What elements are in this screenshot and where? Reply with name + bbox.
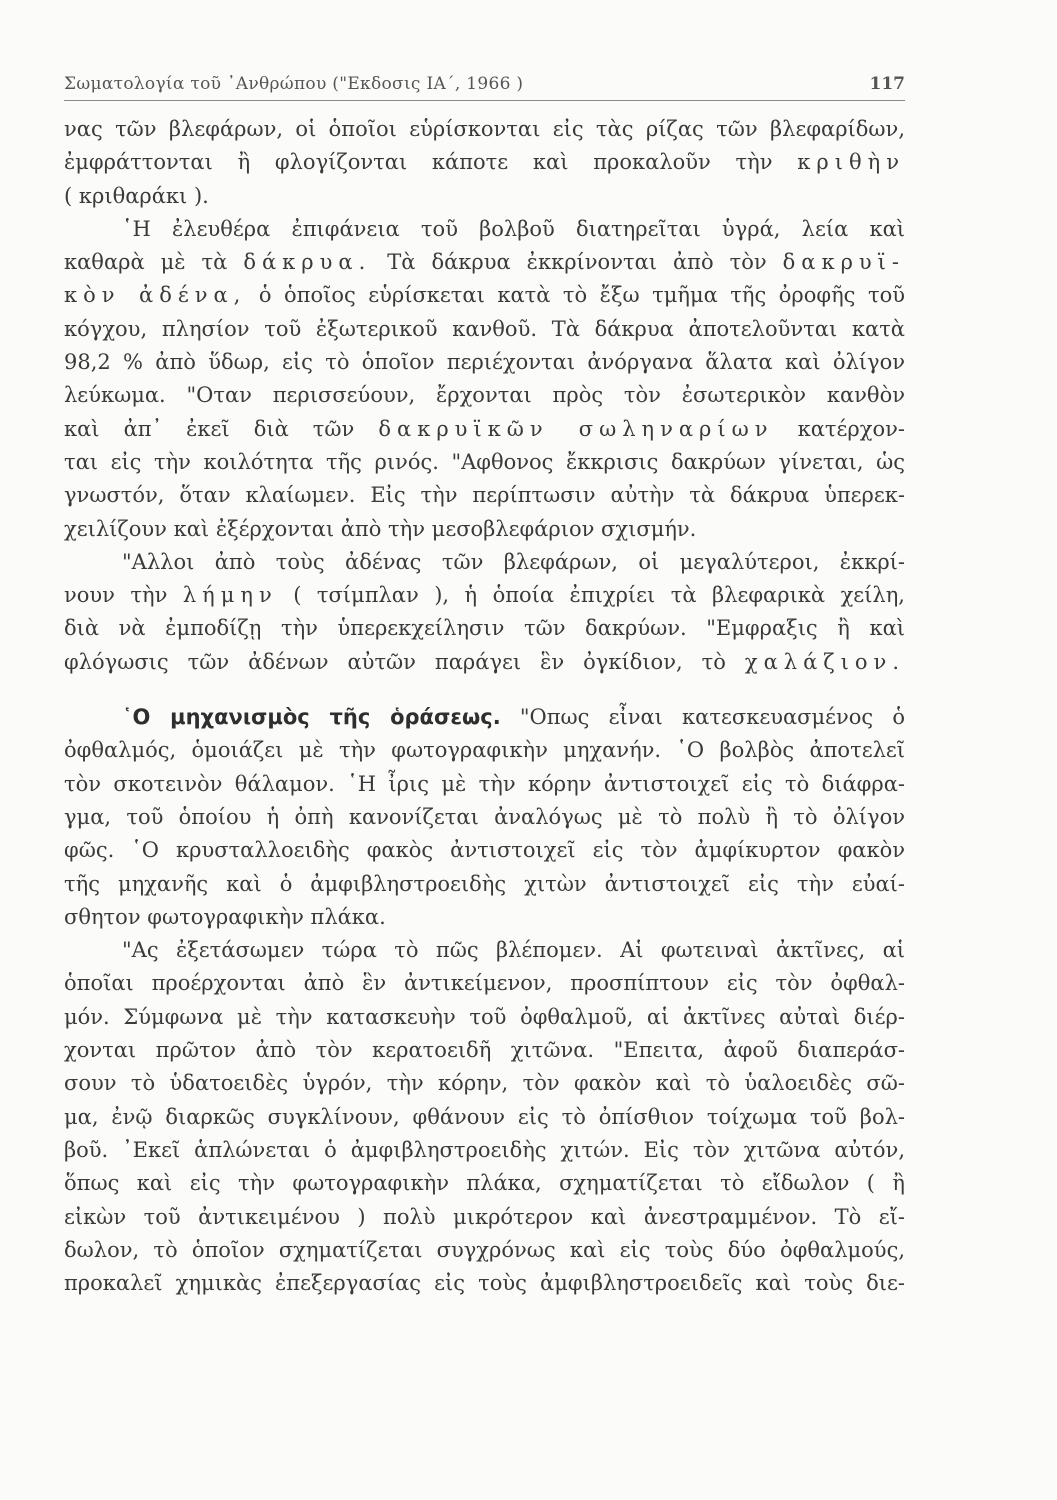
text-line: "Αλλοι ἀπὸ τοὺς ἀδένας τῶν βλεφάρων, οἱ μεγαλύτεροι, ἐκκρί-	[122, 549, 905, 574]
page-header	[64, 72, 905, 101]
text-segment: "Οπως εἶναι κατεσκευασμένος ὁ	[519, 705, 905, 730]
text-line	[64, 646, 905, 679]
section-heading: ῾Ο μηχανισμὸς τῆς ὁράσεως.	[122, 705, 501, 730]
text-line	[64, 146, 905, 179]
text-line: σθητον φωτογραφικὴν πλάκα.	[64, 904, 386, 929]
text-line: μόν. Σύμφωνα μὲ τὴν κατασκευὴν τοῦ ὀφθαλμοῦ, αἱ ἀκτῖνες αὐταὶ διέρ-	[64, 1004, 905, 1029]
text-line: γμα, τοῦ ὁποίου ἡ ὀπὴ κανονίζεται ἀναλόγως μὲ τὸ πολὺ ἢ τὸ ὀλίγον	[64, 804, 905, 829]
text-line: ( κριθαράκι ).	[64, 183, 209, 208]
page-number: 117	[869, 74, 905, 94]
text-line	[64, 279, 905, 312]
text-segment: κατέρχον-	[797, 416, 905, 441]
text-line: διὰ νὰ ἐμποδίζῃ τὴν ὑπερεκχείλησιν τῶν δακρύων. "Εμφραξις ἢ καὶ	[64, 616, 905, 641]
emphasized-term: δακρυϊ-	[782, 250, 905, 275]
text-line: εἰκὼν τοῦ ἀντικειμένου ) πολὺ μικρότερον καὶ ἀνεστραμμένον. Τὸ εἴ-	[64, 1204, 905, 1229]
text-line	[64, 413, 905, 446]
running-title: Σωματολογία τοῦ ᾿Ανθρώπου ("Εκδοσις ΙΑ΄, 1966 )	[64, 74, 524, 94]
text-line: χονται πρῶτον ἀπὸ τὸν κερατοειδῆ χιτῶνα. "Επειτα, ἀφοῦ διαπεράσ-	[64, 1038, 905, 1063]
emphasized-term: κριθὴν	[797, 150, 905, 175]
text-line: προκαλεῖ χημικὰς ἐπεξεργασίας εἰς τοὺς ἀμφιβληστροειδεῖς καὶ τοὺς διε-	[64, 1271, 905, 1296]
text-line: σουν τὸ ὑδατοειδὲς ὑγρόν, τὴν κόρην, τὸν φακὸν καὶ τὸ ὑαλοειδὲς σῶ-	[64, 1071, 905, 1096]
text-line: δωλον, τὸ ὁποῖον σχηματίζεται συγχρόνως καὶ εἰς τοὺς δύο ὀφθαλμούς,	[64, 1237, 905, 1262]
text-line: ὅπως καὶ εἰς τὴν φωτογραφικὴν πλάκα, σχηματίζεται τὸ εἴδωλον ( ἢ	[64, 1171, 905, 1196]
text-segment: ( τσίμπλαν ), ἡ ὁποία ἐπιχρίει τὰ βλεφαρικὰ χείλη,	[293, 583, 905, 608]
text-line: χειλίζουν καὶ ἐξέρχονται ἀπὸ τὴν μεσοβλεφάριον σχισμήν.	[64, 516, 697, 541]
text-line	[64, 701, 905, 734]
emphasized-term: χαλάζιον.	[744, 649, 905, 674]
text-segment: φλόγωσις τῶν ἀδένων αὐτῶν παράγει ἓν ὀγκίδιον, τὸ	[64, 649, 726, 674]
text-line: γνωστόν, ὅταν κλαίωμεν. Εἰς τὴν περίπτωσιν αὐτὴν τὰ δάκρυα ὑπερεκ-	[64, 483, 905, 508]
text-line: ῾Η ἐλευθέρα ἐπιφάνεια τοῦ βολβοῦ διατηρεῖται ὑγρά, λεία καὶ	[122, 216, 905, 241]
text-line	[64, 246, 905, 279]
text-line: ὀφθαλμός, ὁμοιάζει μὲ τὴν φωτογραφικὴν μηχανήν. ῾Ο βολβὸς ἀποτελεῖ	[64, 738, 905, 763]
emphasized-term: κὸν ἀδένα,	[64, 283, 247, 308]
text-segment: Τὰ δάκρυα ἐκκρίνονται ἀπὸ τὸν	[387, 250, 767, 275]
text-segment: ἐμφράττονται ἢ φλογίζονται κάποτε καὶ προκαλοῦν τὴν	[64, 150, 773, 175]
emphasized-term: δάκρυα.	[243, 250, 372, 275]
text-segment: καὶ ἀπ᾿ ἐκεῖ διὰ τῶν	[64, 416, 355, 441]
section-gap	[64, 679, 905, 701]
text-line: βοῦ. ᾿Εκεῖ ἁπλώνεται ὁ ἀμφιβληστροειδὴς χιτών. Εἰς τὸν χιτῶνα αὐτόν,	[64, 1137, 905, 1162]
text-line: τῆς μηχανῆς καὶ ὁ ἀμφιβληστροειδὴς χιτὼν ἀντιστοιχεῖ εἰς τὴν εὐαί-	[64, 871, 905, 896]
emphasized-term: λήμην	[182, 583, 278, 608]
text-line: ται εἰς τὴν κοιλότητα τῆς ρινός. "Αφθονος ἔκκρισις δακρύων γίνεται, ὡς	[64, 449, 905, 474]
text-line: νας τῶν βλεφάρων, οἱ ὁποῖοι εὑρίσκονται εἰς τὰς ρίζας τῶν βλεφαρίδων,	[64, 117, 905, 141]
text-line: κόγχου, πλησίον τοῦ ἐξωτερικοῦ κανθοῦ. Τὰ δάκρυα ἀποτελοῦνται κατὰ	[64, 316, 905, 341]
emphasized-term: δακρυϊκῶν σωληναρίων	[378, 416, 774, 441]
text-segment: καθαρὰ μὲ τὰ	[64, 250, 228, 275]
text-line	[64, 579, 905, 612]
text-segment: νουν τὴν	[64, 583, 168, 608]
text-line: ὁποῖαι προέρχονται ἀπὸ ἓν ἀντικείμενον, προσπίπτουν εἰς τὸν ὀφθαλ-	[64, 971, 905, 996]
text-line: φῶς. ῾Ο κρυσταλλοειδὴς φακὸς ἀντιστοιχεῖ εἰς τὸν ἀμφίκυρτον φακὸν	[64, 838, 905, 863]
text-segment: ὁ ὁποῖος εὑρίσκεται κατὰ τὸ ἔξω τμῆμα τῆς ὀροφῆς τοῦ	[258, 283, 905, 308]
text-line: "Ας ἐξετάσωμεν τώρα τὸ πῶς βλέπομεν. Αἱ φωτειναὶ ἀκτῖνες, αἱ	[122, 938, 905, 963]
text-line: μα, ἐνῷ διαρκῶς συγκλίνουν, φθάνουν εἰς τὸ ὀπίσθιον τοίχωμα τοῦ βολ-	[64, 1104, 905, 1129]
body-text	[64, 113, 905, 1300]
text-line: λεύκωμα. "Οταν περισσεύουν, ἔρχονται πρὸς τὸν ἐσωτερικὸν κανθὸν	[64, 383, 905, 408]
text-line: τὸν σκοτεινὸν θάλαμον. ῾Η ἶρις μὲ τὴν κόρην ἀντιστοιχεῖ εἰς τὸ διάφρα-	[64, 771, 905, 796]
text-line: 98,2 % ἀπὸ ὕδωρ, εἰς τὸ ὁποῖον περιέχονται ἀνόργανα ἅλατα καὶ ὀλίγον	[64, 350, 905, 375]
